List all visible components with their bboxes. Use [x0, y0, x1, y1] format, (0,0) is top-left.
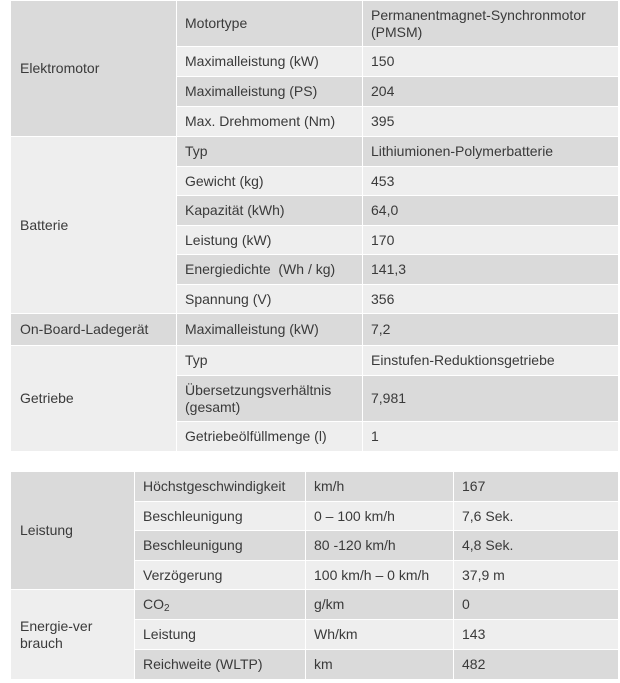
row-label: Reichweite (WLTP)	[135, 650, 306, 680]
row-value: Lithiumionen-Polymerbatterie	[363, 137, 619, 167]
row-label: Kapazität (kWh)	[177, 196, 363, 226]
row-unit: 0 – 100 km/h	[306, 502, 454, 531]
row-label: Energiedichte (Wh / kg)	[177, 255, 363, 285]
category-getriebe: Getriebe	[11, 346, 177, 452]
row-label: Höchstgeschwindigkeit	[135, 472, 306, 502]
row-label	[135, 590, 306, 620]
row-value: 1	[363, 422, 619, 452]
row-label: Maximalleistung (kW)	[177, 47, 363, 77]
row-value: 453	[363, 167, 619, 196]
row-label: Typ	[177, 346, 363, 376]
row-label: Motortype	[177, 1, 363, 47]
co2-subscript: 2	[164, 603, 170, 614]
row-label: Leistung	[135, 620, 306, 650]
row-value: 7,981	[363, 376, 619, 422]
row-value: 204	[363, 77, 619, 107]
row-value: 150	[363, 47, 619, 77]
row-unit: Wh/km	[306, 620, 454, 650]
table-row	[11, 590, 619, 620]
category-leistung: Leistung	[11, 472, 135, 590]
row-value: 143	[454, 620, 619, 650]
table-row	[11, 346, 619, 376]
table-row	[11, 472, 619, 502]
row-unit: km/h	[306, 472, 454, 502]
row-value: 167	[454, 472, 619, 502]
row-unit: g/km	[306, 590, 454, 620]
row-label: Verzögerung	[135, 561, 306, 590]
specs-table-drivetrain	[10, 0, 619, 452]
row-label: Gewicht (kg)	[177, 167, 363, 196]
co2-label: CO	[143, 596, 164, 612]
row-label: Spannung (V)	[177, 285, 363, 314]
row-value: Permanentmagnet-Synchronmotor (PMSM)	[363, 1, 619, 47]
row-label: Leistung (kW)	[177, 226, 363, 255]
row-value: 356	[363, 285, 619, 314]
row-value: 170	[363, 226, 619, 255]
row-label: Typ	[177, 137, 363, 167]
category-label: Energie-verbrauch	[20, 617, 93, 651]
row-value: 4,8 Sek.	[454, 531, 619, 561]
row-label: Maximalleistung (kW)	[177, 314, 363, 346]
row-value: 141,3	[363, 255, 619, 285]
row-label: Getriebeölfüllmenge (l)	[177, 422, 363, 452]
row-unit: km	[306, 650, 454, 680]
row-label: Übersetzungsverhältnis (gesamt)	[177, 376, 363, 422]
row-value: 395	[363, 107, 619, 137]
row-value: 64,0	[363, 196, 619, 226]
row-value: 7,6 Sek.	[454, 502, 619, 531]
category-energieverbrauch	[11, 590, 135, 680]
row-label: Beschleunigung	[135, 502, 306, 531]
table-row	[11, 1, 619, 47]
row-value: 482	[454, 650, 619, 680]
table-row	[11, 314, 619, 346]
row-label: Max. Drehmoment (Nm)	[177, 107, 363, 137]
row-label: Maximalleistung (PS)	[177, 77, 363, 107]
row-value: 0	[454, 590, 619, 620]
row-value: 7,2	[363, 314, 619, 346]
specs-table-performance	[10, 471, 619, 680]
category-ladegeraet: On-Board-Ladegerät	[11, 314, 177, 346]
row-unit: 80 -120 km/h	[306, 531, 454, 561]
category-elektromotor: Elektromotor	[11, 1, 177, 137]
row-label: Beschleunigung	[135, 531, 306, 561]
row-value: Einstufen-Reduktionsgetriebe	[363, 346, 619, 376]
table-row	[11, 137, 619, 167]
category-batterie: Batterie	[11, 137, 177, 314]
row-unit: 100 km/h – 0 km/h	[306, 561, 454, 590]
row-value: 37,9 m	[454, 561, 619, 590]
